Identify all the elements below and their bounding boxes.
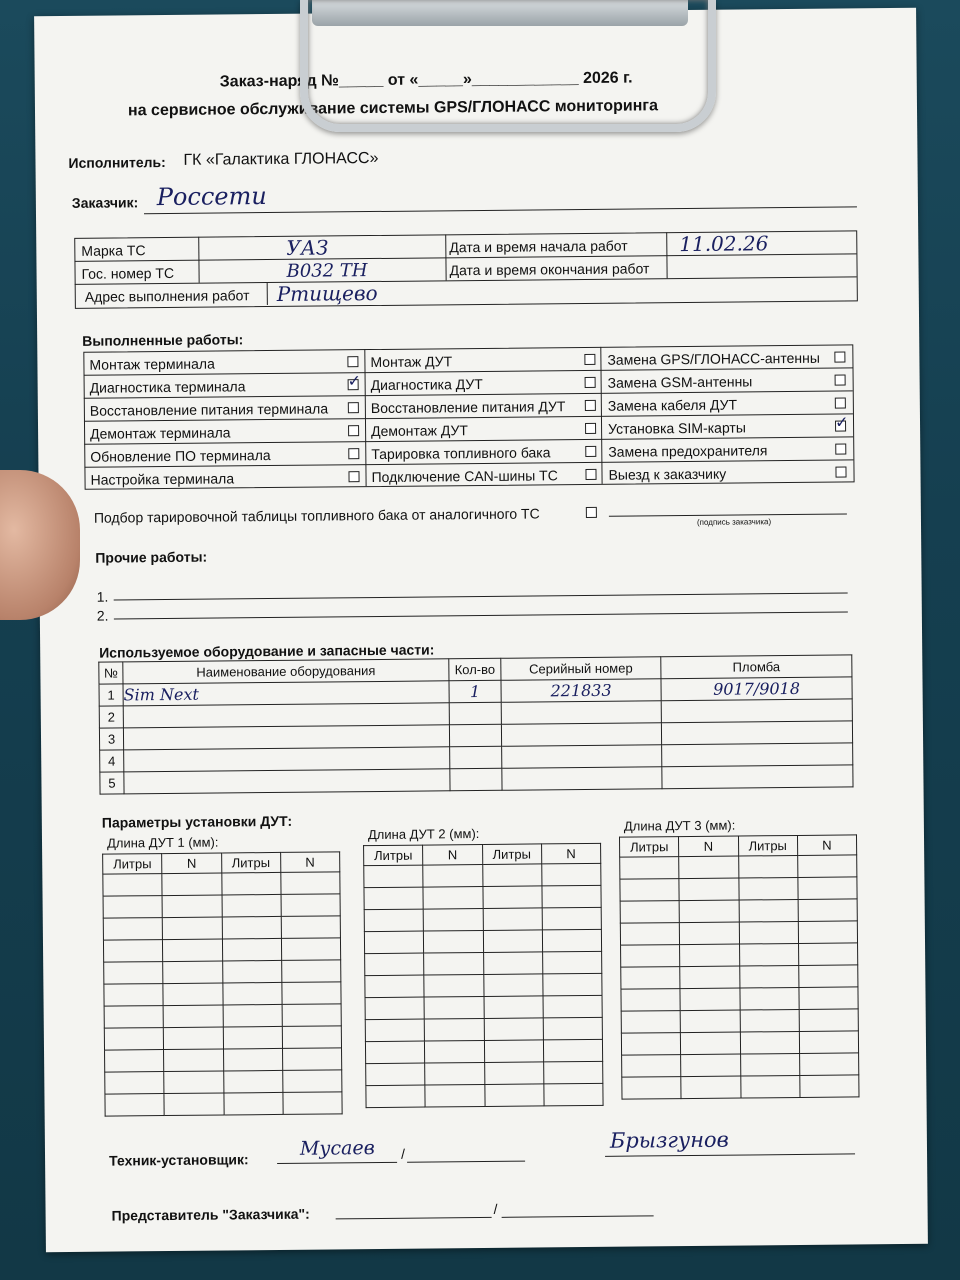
work-item-label: Восстановление питания терминала (89, 400, 329, 419)
dut-cell[interactable] (424, 996, 483, 1019)
dut-cell[interactable] (365, 1041, 424, 1064)
dut-cell[interactable] (103, 896, 162, 919)
dut-cell[interactable] (620, 879, 679, 902)
work-item-label: Демонтаж ДУТ (371, 422, 468, 440)
dut-header-cell: Литры (221, 852, 280, 873)
dut-cell[interactable] (543, 1017, 602, 1040)
dut-cell[interactable] (281, 916, 340, 939)
work-item-label: Подключение CAN-шины ТС (371, 467, 558, 486)
equipment-cell-n: 4 (100, 750, 124, 772)
equipment-cell-name[interactable] (123, 725, 449, 750)
work-item-checkbox[interactable] (348, 448, 359, 459)
equipment-cell-serial[interactable] (501, 701, 661, 725)
dut-3-title: Длина ДУТ 3 (мм): (623, 817, 736, 834)
dut-cell[interactable] (798, 877, 857, 900)
dut-cell[interactable] (622, 1077, 681, 1100)
dut-cell[interactable] (679, 856, 738, 879)
dut-cell[interactable] (680, 1010, 739, 1033)
dut-cell[interactable] (797, 855, 856, 878)
dut-header-cell: N (280, 852, 339, 873)
calibration-label: Подбор тарировочной таблицы топливного бака от аналогичного ТС (93, 505, 540, 526)
dut-cell[interactable] (425, 1040, 484, 1063)
dut-cell[interactable] (424, 1018, 483, 1041)
end-label: Дата и время окончания работ (449, 260, 650, 279)
equipment-cell-serial[interactable] (502, 767, 662, 791)
dut-cell[interactable] (679, 900, 738, 923)
address-label: Адрес выполнения работ (84, 287, 250, 305)
work-item-label: Выезд к заказчику (608, 465, 727, 483)
dut-cell[interactable] (162, 895, 221, 918)
work-item-label: Замена предохранителя (608, 442, 768, 460)
equipment-cell-seal[interactable] (661, 699, 852, 723)
work-item-label: Монтаж терминала (89, 355, 215, 373)
dut-cell[interactable] (484, 1062, 543, 1085)
dut-cell[interactable] (484, 1018, 543, 1041)
clipboard-clip-wire (300, 0, 716, 132)
dut-title: Параметры установки ДУТ: (101, 812, 293, 831)
work-order-sheet (34, 8, 928, 1252)
dut-cell[interactable] (798, 965, 857, 988)
work-item-checkbox[interactable] (585, 446, 596, 457)
dut-cell[interactable] (681, 1032, 740, 1055)
dut-cell[interactable] (222, 916, 281, 939)
work-item-checkbox[interactable] (584, 354, 595, 365)
dut-cell[interactable] (282, 1026, 341, 1049)
dut-cell[interactable] (164, 1027, 223, 1050)
dut-cell[interactable] (621, 989, 680, 1012)
dut-cell[interactable] (542, 907, 601, 930)
equipment-header-num: № (99, 662, 123, 684)
dut-header-cell: N (797, 835, 856, 856)
dut-cell[interactable] (738, 855, 797, 878)
dut-header-cell: N (423, 844, 482, 865)
dut-cell[interactable] (680, 922, 739, 945)
equipment-header-qty: Кол-во (449, 658, 501, 680)
dut-cell[interactable] (365, 953, 424, 976)
work-item-label: Тарировка топливного бака (371, 444, 551, 463)
dut-cell[interactable] (164, 1049, 223, 1072)
equipment-cell-qty[interactable]: 1 (449, 680, 501, 702)
dut-cell[interactable] (164, 1093, 223, 1116)
dut-cell[interactable] (223, 1004, 282, 1027)
equipment-header-seal: Пломба (661, 655, 852, 679)
customer-label: Заказчик: (71, 194, 139, 211)
work-item-checkbox[interactable] (348, 471, 359, 482)
start-label: Дата и время начала работ (449, 237, 628, 256)
dut-cell[interactable] (799, 1009, 858, 1032)
dut-cell[interactable] (104, 962, 163, 985)
dut-cell[interactable] (544, 1083, 603, 1106)
make-value[interactable]: УАЗ (286, 235, 329, 260)
work-item-checkbox[interactable] (585, 377, 596, 388)
dut-cell[interactable] (281, 960, 340, 983)
dut-cell[interactable] (621, 1011, 680, 1034)
work-item-label: Диагностика терминала (89, 378, 246, 396)
work-item-checkbox[interactable] (835, 466, 846, 477)
dut-cell[interactable] (282, 1070, 341, 1093)
dut-cell[interactable] (799, 1031, 858, 1054)
equipment-cell-name[interactable]: Sim Next (123, 681, 449, 706)
plate-label: Гос. номер ТС (81, 264, 175, 282)
technician-name[interactable]: Мусаев (299, 1137, 375, 1160)
dut-cell[interactable] (423, 864, 482, 887)
dut-cell[interactable] (799, 1053, 858, 1076)
dut-cell[interactable] (740, 1009, 799, 1032)
dut-cell[interactable] (740, 1075, 799, 1098)
dut-cell[interactable] (800, 1075, 859, 1098)
dut-cell[interactable] (282, 1004, 341, 1027)
start-value[interactable]: 11.02.26 (679, 231, 769, 257)
work-item-checkbox[interactable] (585, 469, 596, 480)
dut-3-table (619, 834, 860, 1099)
work-item-checkbox[interactable] (835, 443, 846, 454)
dut-cell[interactable] (164, 1071, 223, 1094)
work-item-label: Установка SIM-карты (607, 419, 746, 437)
dut-cell[interactable] (542, 929, 601, 952)
equipment-cell-serial[interactable]: 221833 (501, 679, 661, 703)
dut-cell[interactable] (543, 1039, 602, 1062)
dut-cell[interactable] (541, 863, 600, 886)
dut-cell[interactable] (681, 1054, 740, 1077)
technician-slash: / (400, 1145, 405, 1162)
dut-1-title: Длина ДУТ 1 (мм): (106, 834, 219, 851)
dut-cell[interactable] (281, 938, 340, 961)
work-item-label: Диагностика ДУТ (370, 375, 483, 394)
equipment-cell-name[interactable] (124, 769, 450, 794)
equipment-cell-n: 3 (99, 728, 123, 750)
dut-cell[interactable] (364, 865, 423, 888)
equipment-cell-name[interactable] (123, 703, 449, 728)
dut-cell[interactable] (423, 908, 482, 931)
dut-cell[interactable] (798, 943, 857, 966)
order-subtitle: на сервисное обслуживание системы GPS/ГЛОНАСС мониторинга (127, 97, 659, 120)
dut-cell[interactable] (364, 887, 423, 910)
dut-cell[interactable] (739, 987, 798, 1010)
dut-cell[interactable] (365, 1019, 424, 1042)
work-item-label: Замена GSM-антенны (607, 373, 753, 391)
dut-cell[interactable] (105, 1072, 164, 1095)
dut-cell[interactable] (620, 901, 679, 924)
equipment-header-name: Наименование оборудования (123, 659, 449, 684)
dut-cell[interactable] (223, 1026, 282, 1049)
work-item-checkbox[interactable] (834, 351, 845, 362)
dut-header-cell: N (162, 853, 221, 874)
dut-cell[interactable] (105, 1050, 164, 1073)
dut-cell[interactable] (105, 1094, 164, 1117)
dut-header-cell: Литры (364, 845, 423, 866)
dut-cell[interactable] (222, 982, 281, 1005)
dut-cell[interactable] (543, 1061, 602, 1084)
dut-cell[interactable] (424, 974, 483, 997)
equipment-cell-qty[interactable] (450, 746, 502, 768)
dut-cell[interactable] (364, 931, 423, 954)
dut-cell[interactable] (365, 975, 424, 998)
dut-header-cell: Литры (738, 835, 797, 856)
dut-cell[interactable] (223, 1070, 282, 1093)
dut-cell[interactable] (484, 1040, 543, 1063)
works-title: Выполненные работы: (82, 331, 244, 349)
dut-header-cell: Литры (482, 844, 541, 865)
dut-header-cell: N (541, 843, 600, 864)
dut-header-cell: Литры (103, 854, 162, 875)
equipment-cell-seal[interactable] (662, 743, 853, 767)
equipment-cell-n: 5 (100, 772, 124, 794)
dut-cell[interactable] (424, 930, 483, 953)
dut-cell[interactable] (679, 878, 738, 901)
dut-cell[interactable] (543, 973, 602, 996)
equipment-cell-seal[interactable] (661, 721, 852, 745)
dut-cell[interactable] (482, 864, 541, 887)
dut-cell[interactable] (163, 961, 222, 984)
dut-cell[interactable] (222, 960, 281, 983)
work-item-checkbox[interactable] (348, 379, 359, 390)
work-item-checkbox[interactable] (835, 374, 846, 385)
other-works-num-1: 1. (96, 588, 109, 605)
dut-cell[interactable] (221, 872, 280, 895)
dut-cell[interactable] (542, 951, 601, 974)
equipment-cell-seal[interactable] (662, 765, 853, 789)
order-title: Заказ-наряд №_____ от «_____»____________ 2026 г. (219, 69, 633, 91)
equipment-cell-seal[interactable]: 9017/9018 (661, 677, 852, 701)
other-works-line-1[interactable] (114, 592, 848, 600)
equipment-header-serial: Серийный номер (501, 657, 661, 681)
work-item-label: Замена кабеля ДУТ (607, 396, 738, 414)
work-item-checkbox[interactable] (835, 420, 846, 431)
technician-label: Техник-установщик: (108, 1151, 249, 1169)
dut-cell[interactable] (163, 1005, 222, 1028)
dut-cell[interactable] (798, 921, 857, 944)
calibration-sign-caption: (подпись заказчика) (696, 517, 772, 527)
dut-cell[interactable] (222, 938, 281, 961)
dut-cell[interactable] (423, 886, 482, 909)
dut-cell[interactable] (366, 1085, 425, 1108)
work-item-label: Монтаж ДУТ (370, 353, 453, 371)
dut-header-cell: N (679, 836, 738, 857)
address-value[interactable]: Ртищево (276, 280, 378, 306)
dut-cell[interactable] (739, 965, 798, 988)
dut-cell[interactable] (163, 939, 222, 962)
dut-cell[interactable] (104, 984, 163, 1007)
work-item-checkbox[interactable] (585, 423, 596, 434)
dut-cell[interactable] (738, 877, 797, 900)
dut-cell[interactable] (484, 996, 543, 1019)
dut-cell[interactable] (620, 923, 679, 946)
dut-cell[interactable] (680, 966, 739, 989)
dut-2-table (363, 843, 604, 1108)
dut-cell[interactable] (163, 983, 222, 1006)
dut-cell[interactable] (543, 995, 602, 1018)
dut-cell[interactable] (483, 930, 542, 953)
equipment-table (98, 654, 853, 794)
equipment-cell-qty[interactable] (449, 702, 501, 724)
dut-cell[interactable] (484, 1084, 543, 1107)
equipment-title: Используемое оборудование и запасные части: (99, 641, 435, 661)
work-item-checkbox[interactable] (348, 402, 359, 413)
dut-cell[interactable] (103, 918, 162, 941)
dut-cell[interactable] (366, 1063, 425, 1086)
dut-cell[interactable] (425, 1084, 484, 1107)
dut-cell[interactable] (162, 873, 221, 896)
dut-cell[interactable] (621, 1033, 680, 1056)
dut-cell[interactable] (620, 857, 679, 880)
work-item-label: Обновление ПО терминала (90, 447, 271, 465)
dut-cell[interactable] (483, 974, 542, 997)
dut-cell[interactable] (425, 1062, 484, 1085)
work-item-checkbox[interactable] (347, 356, 358, 367)
dut-cell[interactable] (740, 1031, 799, 1054)
make-label: Марка ТС (81, 242, 146, 259)
calibration-checkbox[interactable] (586, 507, 597, 518)
work-item-checkbox[interactable] (835, 397, 846, 408)
dut-cell[interactable] (162, 917, 221, 940)
work-item-label: Демонтаж терминала (90, 424, 231, 442)
equipment-cell-serial[interactable] (502, 745, 662, 769)
dut-cell[interactable] (622, 1055, 681, 1078)
dut-cell[interactable] (542, 885, 601, 908)
work-item-label: Замена GPS/ГЛОНАСС-антенны (607, 349, 820, 368)
customer-rep-label: Представитель "Заказчика": (111, 1205, 310, 1224)
dut-cell[interactable] (799, 987, 858, 1010)
dut-cell[interactable] (222, 894, 281, 917)
other-works-line-2[interactable] (114, 611, 848, 619)
dut-cell[interactable] (680, 988, 739, 1011)
dut-cell[interactable] (739, 899, 798, 922)
dut-cell[interactable] (739, 921, 798, 944)
dut-cell[interactable] (740, 1053, 799, 1076)
equipment-cell-serial[interactable] (501, 723, 661, 747)
dut-cell[interactable] (223, 1092, 282, 1115)
dut-cell[interactable] (281, 872, 340, 895)
dut-cell[interactable] (223, 1048, 282, 1071)
work-item-checkbox[interactable] (348, 425, 359, 436)
dut-cell[interactable] (798, 899, 857, 922)
customer-rep-slash: / (493, 1200, 498, 1217)
customer-rep-line[interactable] (336, 1217, 492, 1219)
dut-cell[interactable] (281, 894, 340, 917)
dut-cell[interactable] (104, 1028, 163, 1051)
work-item-label: Восстановление питания ДУТ (370, 398, 566, 417)
dut-header-cell: Литры (619, 837, 678, 858)
dut-cell[interactable] (483, 908, 542, 931)
dut-cell[interactable] (364, 909, 423, 932)
executor-value: ГК «Галактика ГЛОНАСС» (183, 149, 379, 169)
executor-label: Исполнитель: (68, 154, 166, 171)
dut-cell[interactable] (282, 982, 341, 1005)
work-item-checkbox[interactable] (585, 400, 596, 411)
equipment-cell-qty[interactable] (450, 768, 502, 790)
other-works-num-2: 2. (96, 607, 109, 624)
dut-cell[interactable] (680, 944, 739, 967)
dut-cell[interactable] (482, 886, 541, 909)
dut-cell[interactable] (621, 967, 680, 990)
equipment-cell-n: 1 (99, 684, 123, 706)
dut-1-table (102, 851, 343, 1116)
dut-cell[interactable] (103, 940, 162, 963)
dut-cell[interactable] (103, 874, 162, 897)
dut-cell[interactable] (365, 997, 424, 1020)
dut-cell[interactable] (282, 1048, 341, 1071)
dut-cell[interactable] (104, 1006, 163, 1029)
dut-2-title: Длина ДУТ 2 (мм): (367, 826, 480, 843)
dut-cell[interactable] (739, 943, 798, 966)
dut-cell[interactable] (483, 952, 542, 975)
other-works-title: Прочие работы: (95, 548, 208, 566)
dut-cell[interactable] (424, 952, 483, 975)
equipment-cell-qty[interactable] (449, 724, 501, 746)
plate-value[interactable]: В032 ТН (286, 260, 368, 282)
equipment-cell-name[interactable] (124, 747, 450, 772)
dut-cell[interactable] (681, 1076, 740, 1099)
dut-cell[interactable] (283, 1092, 342, 1115)
technician-signature[interactable]: Брызгунов (609, 1127, 729, 1153)
work-item-label: Настройка терминала (90, 470, 235, 488)
customer-value[interactable]: Россети (156, 182, 267, 212)
dut-cell[interactable] (621, 945, 680, 968)
equipment-cell-n: 2 (99, 706, 123, 728)
